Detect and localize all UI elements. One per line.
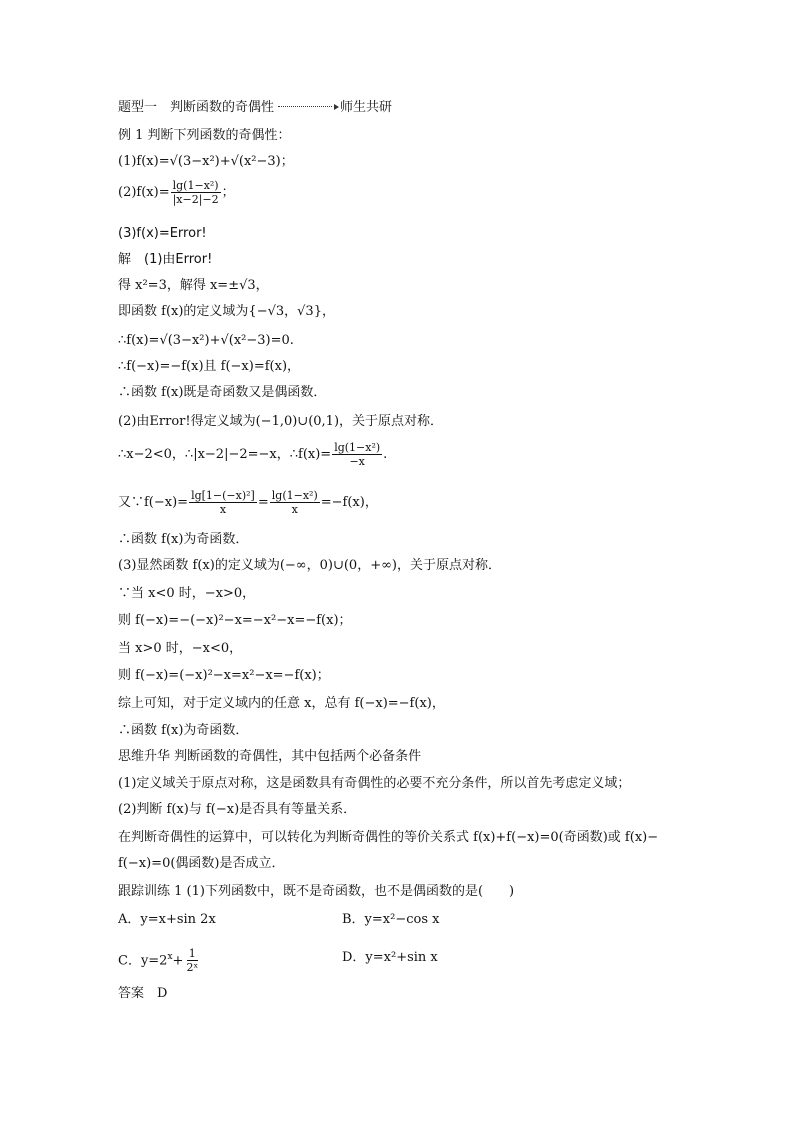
solution-line: ∴x−2<0，∴|x−2|−2=−x，∴f(x)= $\frac{\text{lg(1−x²)}}{-x}$ .	[118, 441, 388, 468]
summary-point: (2)判断 f(x)与 f(−x)是否具有等量关系．	[118, 802, 357, 817]
solution-line: ∴f(−x)=−f(x)且 f(−x)=f(x)，	[118, 359, 301, 374]
answer: 答案 D	[118, 986, 168, 1001]
summary-point: (1)定义域关于原点对称，这是函数具有奇偶性的必要不充分条件，所以首先考虑定义域；	[118, 776, 631, 791]
problem-3: (3)f(x)=Error!	[118, 226, 207, 241]
solution-line: 则 f(−x)=(−x)²−x=x²−x=−f(x)；	[118, 668, 330, 683]
problem-2: (2)f(x)= $\frac{\text{lg(1−x²)}}{|x-2|-2}$ ；	[118, 179, 235, 206]
section-tag: 师生共研	[340, 100, 393, 115]
summary-text: f(−x)=0(偶函数)是否成立．	[118, 856, 285, 871]
option-d: D．y=x²+sin x	[342, 950, 438, 965]
solution-line: ∴函数 f(x)为奇函数．	[118, 532, 249, 547]
solution-3-start: (3)显然函数 f(x)的定义域为(−∞，0)∪(0，+∞)，关于原点对称．	[118, 558, 501, 573]
exercise-question: 跟踪训练 1 (1)下列函数中，既不是奇函数，也不是偶函数的是( )	[118, 884, 515, 899]
solution-line: 综上可知，对于定义域内的任意 x，总有 f(−x)=−f(x)，	[118, 696, 445, 711]
problem-2-fraction: $\frac{\text{lg(1−x²)}}{|x-2|-2}$	[172, 179, 219, 206]
solution-line: 即函数 f(x)的定义域为{−√3，√3}，	[118, 304, 335, 319]
option-b: B．y=x²−cos x	[342, 912, 440, 927]
fraction: $\frac{1}{\text{2ˣ}}$	[186, 947, 199, 975]
problem-1: (1)f(x)=√(3−x²)+√(x²−3)；	[118, 154, 294, 169]
option-c: C．$y=2^x+$ $\frac{1}{\text{2ˣ}}$	[118, 947, 199, 975]
solution-line: ∴函数 f(x)为奇函数．	[118, 723, 249, 738]
solution-line: 则 f(−x)=−(−x)²−x=−x²−x=−f(x)；	[118, 613, 352, 628]
summary-heading: 思维升华 判断函数的奇偶性，其中包括两个必备条件	[118, 749, 422, 764]
arrow-icon	[334, 104, 339, 110]
summary-text: 在判断奇偶性的运算中，可以转化为判断奇偶性的等价关系式 f(x)+f(−x)=0(奇函数)或 f(x)−	[118, 830, 659, 845]
solution-line: 当 x>0 时，−x<0，	[118, 641, 243, 656]
dotted-leader	[278, 106, 332, 107]
fraction: $\frac{\text{lg(1−x²)}}{x}$	[271, 489, 318, 516]
section-header	[118, 96, 392, 114]
solution-line: ∴函数 f(x)既是奇函数又是偶函数．	[118, 385, 327, 400]
solution-1-start: 解 (1)由Error!	[118, 252, 213, 267]
solution-line: 又∵f(−x)= $\frac{\text{lg[1−(−x)²]}}{x}$ = $\frac{\text{lg(1−x²)}}{x}$ =−f(x)，	[118, 489, 378, 516]
section-title: 题型一 判断函数的奇偶性	[118, 100, 275, 115]
solution-2-start: (2)由Error!得定义域为(−1,0)∪(0,1)，关于原点对称．	[118, 414, 444, 429]
example-title: 例 1 判断下列函数的奇偶性：	[118, 128, 291, 143]
option-a: A．y=x+sin 2x	[118, 912, 216, 927]
fraction: $\frac{\text{lg[1−(−x)²]}}{x}$	[191, 489, 255, 516]
fraction: $\frac{\text{lg(1−x²)}}{-x}$	[334, 441, 381, 468]
solution-line: 得 x²=3，解得 x=±√3，	[118, 278, 269, 293]
solution-line: ∴f(x)=√(3−x²)+√(x²−3)=0.	[118, 333, 294, 348]
solution-line: ∵当 x<0 时，−x>0，	[118, 586, 256, 601]
